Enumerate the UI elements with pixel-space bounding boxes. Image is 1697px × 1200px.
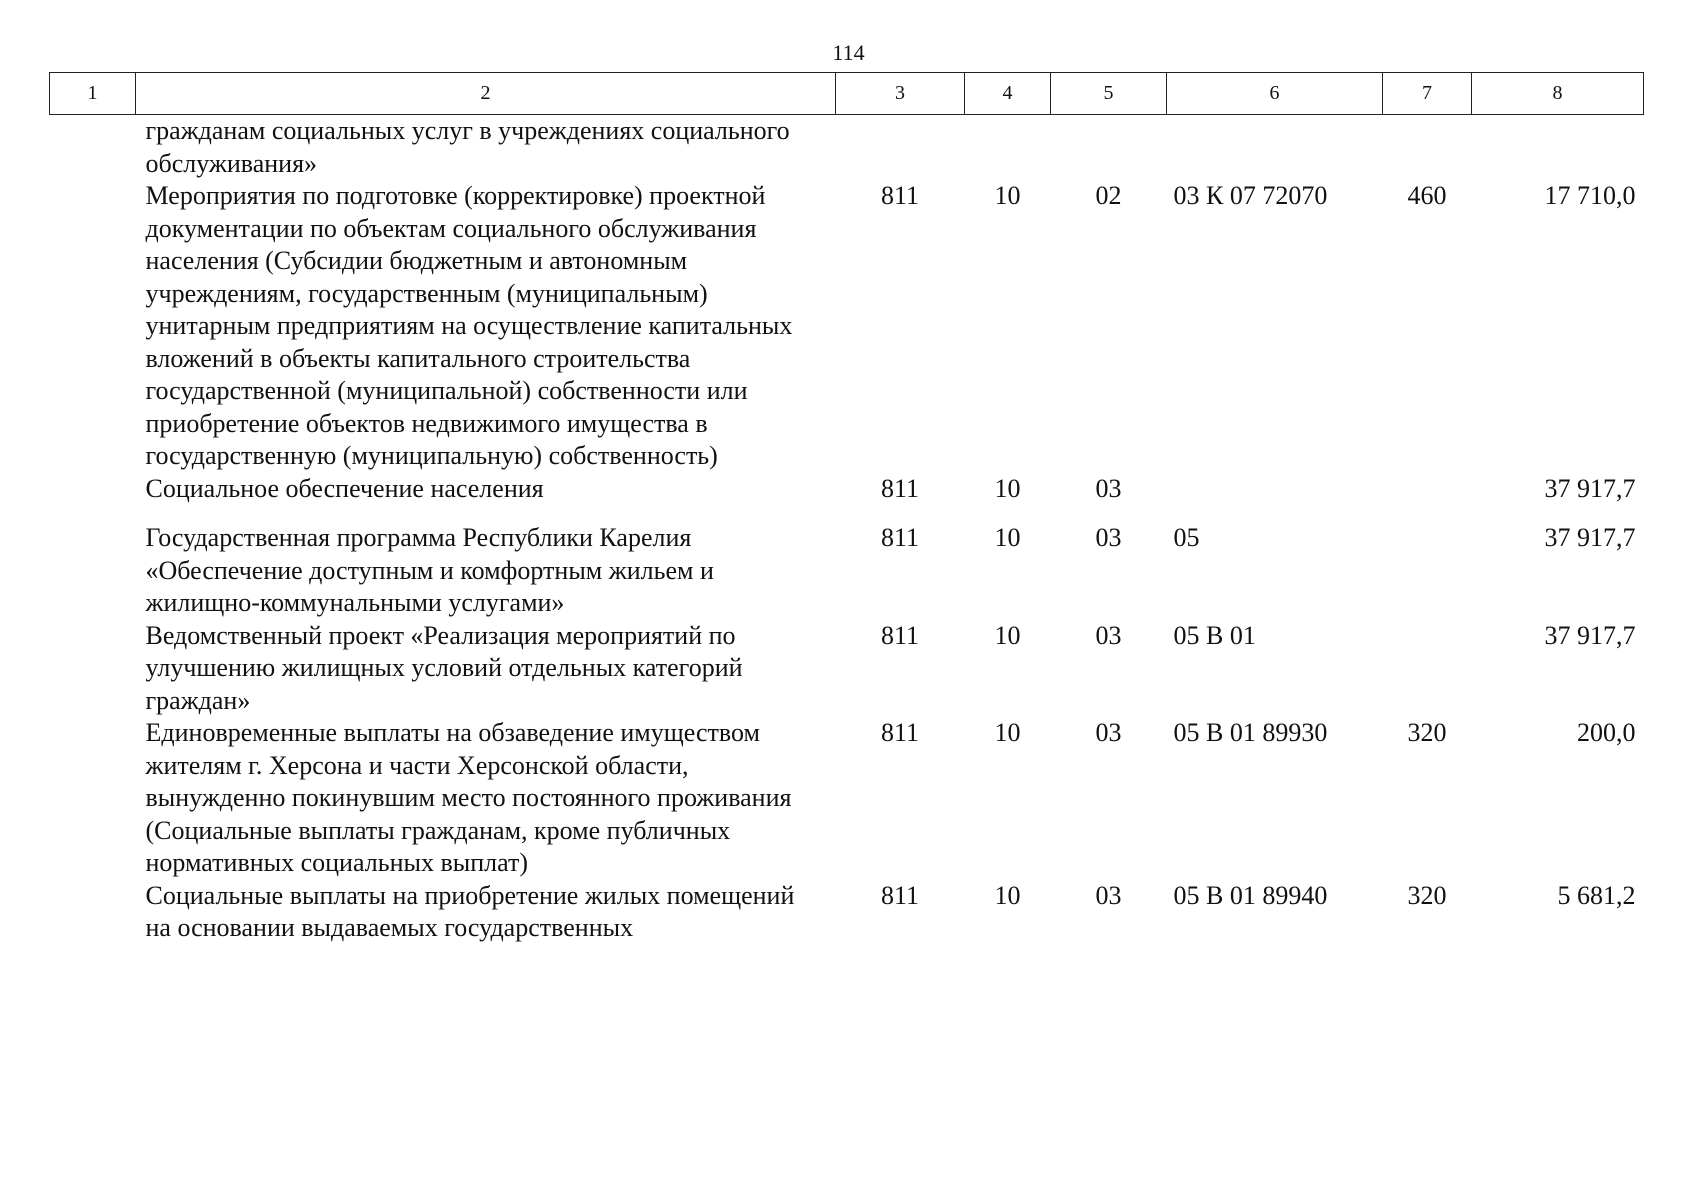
ministry-code-cell: 811 (880, 181, 920, 210)
subsection-code-cell: 03 (1095, 880, 1122, 910)
target-article-cell (1167, 473, 1383, 523)
amount-cell (1472, 115, 1644, 181)
ministry-code-cell (836, 115, 965, 181)
column-header: 1 (50, 73, 136, 115)
ministry-code-cell: 811 (880, 718, 920, 747)
row-name-cell: Государственная программа Республики Карелия «Обеспечение доступным и комфортным жильем и жилищно-коммунальными услугами» (145, 523, 714, 617)
column-header: 7 (1383, 73, 1472, 115)
section-code-cell: 10 (994, 473, 1021, 503)
table-row (50, 473, 1644, 523)
subsection-code-cell: 03 (1095, 620, 1122, 650)
target-article-cell: 05 (1173, 523, 1200, 552)
table-row (50, 620, 1644, 718)
expense-type-cell (1383, 620, 1472, 718)
section-code-cell: 10 (994, 181, 1021, 210)
section-code-cell: 10 (994, 523, 1021, 552)
amount-cell: 37 917,7 (1544, 523, 1636, 552)
amount-cell: 200,0 (1577, 718, 1636, 747)
expense-type-cell (1383, 473, 1472, 523)
row-name-cell: Единовременные выплаты на обзаведение имуществом жителям г. Херсона и части Херсонской области, вынужденно покинувшим место постоянного проживания (Социальные выплаты гражданам, кроме публичных нормативных социальных выплат) (145, 718, 792, 877)
row-number-cell (50, 717, 136, 880)
target-article-cell: 05 В 01 (1173, 620, 1256, 650)
expense-type-cell: 320 (1407, 880, 1447, 910)
target-article-cell: 05 В 01 89940 (1173, 880, 1328, 910)
expense-type-cell (1383, 115, 1472, 181)
amount-cell: 37 917,7 (1544, 473, 1636, 503)
section-code-cell: 10 (994, 620, 1021, 650)
table-row (50, 522, 1644, 620)
ministry-code-cell: 811 (880, 880, 920, 910)
subsection-code-cell: 02 (1095, 181, 1122, 210)
row-number-cell (50, 473, 136, 523)
column-header: 2 (136, 73, 836, 115)
amount-cell: 17 710,0 (1544, 181, 1636, 210)
row-name-cell: Социальное обеспечение населения (145, 473, 544, 503)
subsection-code-cell: 03 (1095, 523, 1122, 552)
column-header: 4 (965, 73, 1051, 115)
column-header: 3 (836, 73, 965, 115)
table-row (50, 717, 1644, 880)
table-row (50, 880, 1644, 945)
table-row (50, 180, 1644, 473)
column-header: 8 (1472, 73, 1644, 115)
row-number-cell (50, 180, 136, 473)
ministry-code-cell: 811 (880, 523, 920, 552)
column-header: 5 (1051, 73, 1167, 115)
ministry-code-cell: 811 (880, 620, 920, 650)
row-name-cell: гражданам социальных услуг в учреждениях социального обслуживания» (145, 116, 790, 178)
expense-type-cell: 460 (1407, 181, 1447, 210)
row-number-cell (50, 115, 136, 181)
ministry-code-cell: 811 (880, 473, 920, 503)
row-name-cell: Социальные выплаты на приобретение жилых помещений на основании выдаваемых государственных (145, 880, 795, 942)
row-name-cell: Мероприятия по подготовке (корректировке) проектной документации по объектам социального обслуживания населения (Субсидии бюджетным и автономным учреждениям, государственным (муниципальным) унитарным предприятиям на осуществление капитальных вложений в объекты капитального строительства государственной (муниципальной) собственности или приобретение объектов недвижимого имущества в государственную (муниципальную) собственность) (145, 181, 793, 470)
row-number-cell (50, 880, 136, 945)
column-number-header (50, 73, 1644, 115)
amount-cell: 37 917,7 (1544, 620, 1636, 650)
target-article-cell: 03 К 07 72070 (1173, 181, 1328, 210)
section-code-cell: 10 (994, 718, 1021, 747)
section-code-cell (965, 115, 1051, 181)
expense-type-cell: 320 (1407, 718, 1447, 747)
target-article-cell (1167, 115, 1383, 181)
row-name-cell: Ведомственный проект «Реализация мероприятий по улучшению жилищных условий отдельных категорий граждан» (145, 620, 743, 715)
subsection-code-cell: 03 (1095, 718, 1122, 747)
section-code-cell: 10 (994, 880, 1021, 910)
expense-type-cell (1383, 522, 1472, 620)
target-article-cell: 05 В 01 89930 (1173, 718, 1328, 747)
page-number: 114 (832, 40, 865, 65)
column-header: 6 (1167, 73, 1383, 115)
subsection-code-cell: 03 (1095, 473, 1122, 503)
row-number-cell (50, 522, 136, 620)
budget-table (49, 72, 1644, 945)
table-row (50, 115, 1644, 181)
amount-cell: 5 681,2 (1557, 880, 1636, 910)
row-number-cell (50, 620, 136, 718)
subsection-code-cell (1051, 115, 1167, 181)
